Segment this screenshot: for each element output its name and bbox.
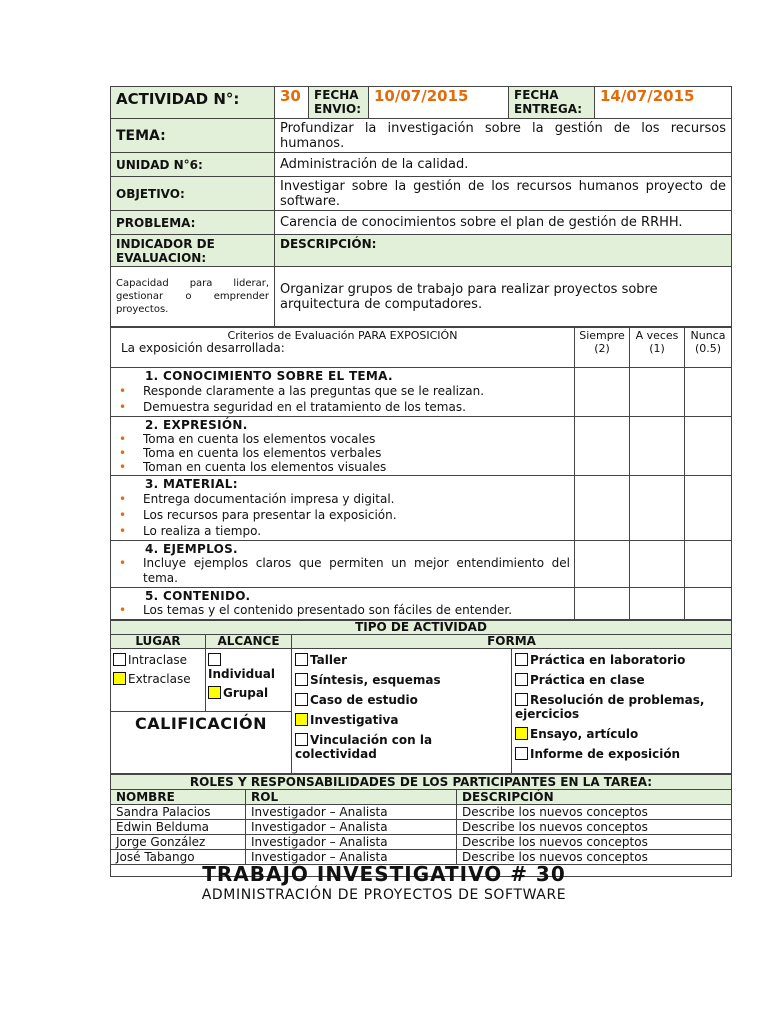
checkbox-checked-icon[interactable] (295, 713, 308, 726)
alcance-header: ALCANCE (206, 635, 292, 649)
criterion-item: • Toma en cuenta los elementos vocales (115, 432, 570, 446)
capacidad-text: Capacidad para liderar, gestionar o emprender proyectos. (111, 267, 275, 327)
tema-value: Profundizar la investigación sobre la gestión de los recursos humanos. (275, 119, 732, 153)
criterion-item: • Entrega documentación impresa y digital. (115, 491, 570, 507)
fecha-entrega-value: 14/07/2015 (595, 87, 732, 119)
lugar-header: LUGAR (111, 635, 206, 649)
cell-rol: Investigador – Analista (246, 850, 457, 865)
unidad-value: Administración de la calidad. (275, 153, 732, 177)
cell-descripcion: Describe los nuevos conceptos (457, 820, 732, 835)
fecha-envio-label: FECHA ENVIO: (309, 87, 369, 119)
cell-descripcion: Describe los nuevos conceptos (457, 805, 732, 820)
score-cell[interactable] (575, 368, 630, 417)
indicador-label: INDICADOR DE EVALUACION: (111, 235, 275, 267)
actividad-label: ACTIVIDAD N°: (111, 87, 275, 119)
group-title: 4. EJEMPLOS. (145, 542, 238, 556)
score-cell[interactable] (575, 588, 630, 620)
option-informe-exposicion[interactable]: Informe de exposición (515, 747, 728, 761)
score-cell[interactable] (630, 476, 685, 541)
tipo-title: TIPO DE ACTIVIDAD (111, 621, 732, 635)
option-practica-laboratorio[interactable]: Práctica en laboratorio (515, 653, 728, 667)
score-cell[interactable] (685, 541, 732, 588)
group-title: 2. EXPRESIÓN. (145, 418, 248, 432)
cell-descripcion: Describe los nuevos conceptos (457, 835, 732, 850)
option-sintesis[interactable]: Síntesis, esquemas (295, 673, 508, 687)
option-grupal[interactable]: Grupal (208, 686, 289, 700)
group-title: 5. CONTENIDO. (145, 589, 251, 603)
column-header-descripcion: DESCRIPCIÓN (457, 790, 732, 805)
score-cell[interactable] (630, 541, 685, 588)
score-cell[interactable] (685, 368, 732, 417)
actividad-number: 30 (275, 87, 309, 119)
checkbox-checked-icon[interactable] (515, 727, 528, 740)
score-cell[interactable] (630, 588, 685, 620)
column-header-nombre: NOMBRE (111, 790, 246, 805)
col-nunca: Nunca (0.5) (685, 328, 732, 368)
roles-title: ROLES Y RESPONSABILIDADES DE LOS PARTICIPANTES EN LA TAREA: (111, 775, 732, 790)
score-cell[interactable] (630, 417, 685, 476)
group-title: 1. CONOCIMIENTO SOBRE EL TEMA. (145, 369, 393, 383)
criterion-item: • Demuestra seguridad en el tratamiento de los temas. (115, 399, 570, 415)
checkbox-icon[interactable] (113, 653, 126, 666)
option-extraclase[interactable]: Extraclase (113, 672, 203, 686)
option-practica-clase[interactable]: Práctica en clase (515, 673, 728, 687)
cell-nombre: Edwin Belduma (111, 820, 246, 835)
option-vinculacion[interactable]: Vinculación con la colectividad (295, 733, 433, 761)
activity-form (110, 86, 731, 877)
checkbox-icon[interactable] (295, 653, 308, 666)
problema-value: Carencia de conocimientos sobre el plan de gestión de RRHH. (275, 211, 732, 235)
table-row (111, 835, 732, 850)
criterios-subtitle: La exposición desarrollada: (121, 341, 285, 355)
group-title: 3. MATERIAL: (145, 477, 238, 491)
cell-rol: Investigador – Analista (246, 805, 457, 820)
criterion-item: • Toma en cuenta los elementos verbales (115, 446, 570, 460)
problema-label: PROBLEMA: (111, 211, 275, 235)
option-intraclase[interactable]: Intraclase (113, 653, 203, 667)
option-individual[interactable]: Individual (208, 653, 289, 681)
score-cell[interactable] (575, 476, 630, 541)
criterion-item: • Los recursos para presentar la exposición. (115, 507, 570, 523)
score-cell[interactable] (685, 417, 732, 476)
checkbox-icon[interactable] (295, 693, 308, 706)
fecha-envio-value: 10/07/2015 (369, 87, 509, 119)
checkbox-checked-icon[interactable] (113, 672, 126, 685)
document-subtitle: ADMINISTRACIÓN DE PROYECTOS DE SOFTWARE (201, 887, 567, 903)
fecha-entrega-label: FECHA ENTREGA: (509, 87, 595, 119)
cell-rol: Investigador – Analista (246, 820, 457, 835)
criterion-item: • Incluye ejemplos claros que permiten un mejor entendimiento del tema. (115, 556, 570, 586)
forma-header: FORMA (292, 635, 732, 649)
criterion-item: • Los temas y el contenido presentado son fáciles de entender. (115, 603, 570, 618)
checkbox-icon[interactable] (295, 673, 308, 686)
option-ensayo[interactable]: Ensayo, artículo (515, 727, 728, 741)
score-cell[interactable] (630, 368, 685, 417)
document-title: TRABAJO INVESTIGATIVO # 30 (202, 862, 566, 886)
header-table (110, 86, 732, 327)
cell-nombre: Jorge González (111, 835, 246, 850)
cell-nombre: Sandra Palacios (111, 805, 246, 820)
option-caso-estudio[interactable]: Caso de estudio (295, 693, 508, 707)
criterion-item: • Responde claramente a las preguntas que se le realizan. (115, 383, 570, 399)
cell-nombre: José Tabango (111, 850, 246, 865)
criterios-table (110, 327, 732, 620)
cell-rol: Investigador – Analista (246, 835, 457, 850)
score-cell[interactable] (575, 541, 630, 588)
objetivo-value: Investigar sobre la gestión de los recursos humanos proyecto de software. (275, 177, 732, 211)
table-row (111, 805, 732, 820)
tema-label: TEMA: (111, 119, 275, 153)
checkbox-icon[interactable] (295, 733, 308, 746)
calificacion-label: CALIFICACIÓN (111, 712, 292, 774)
objetivo-label: OBJETIVO: (111, 177, 275, 211)
checkbox-checked-icon[interactable] (208, 686, 221, 699)
checkbox-icon[interactable] (515, 693, 528, 706)
tipo-actividad-table (110, 620, 732, 774)
score-cell[interactable] (575, 417, 630, 476)
score-cell[interactable] (685, 476, 732, 541)
checkbox-icon[interactable] (515, 673, 528, 686)
score-cell[interactable] (685, 588, 732, 620)
option-taller[interactable]: Taller (295, 653, 508, 667)
criterion-item: • Toman en cuenta los elementos visuales (115, 460, 570, 474)
col-siempre: Siempre (2) (575, 328, 630, 368)
descripcion-text: Organizar grupos de trabajo para realizar proyectos sobre arquitectura de computadores. (275, 267, 732, 327)
criterios-title: Criterios de Evaluación PARA EXPOSICIÓN (227, 329, 458, 342)
checkbox-icon[interactable] (515, 747, 528, 760)
criterion-item: • Lo realiza a tiempo. (115, 523, 570, 539)
option-investigativa[interactable]: Investigativa (295, 713, 508, 727)
checkbox-icon[interactable] (515, 653, 528, 666)
descripcion-label: DESCRIPCIÓN: (275, 235, 732, 267)
table-row (111, 820, 732, 835)
unidad-label: UNIDAD N°6: (111, 153, 275, 177)
col-aveces: A veces (1) (630, 328, 685, 368)
option-resolucion-problemas[interactable]: Resolución de problemas, ejercicios (515, 693, 705, 721)
checkbox-icon[interactable] (208, 653, 221, 666)
cell-descripcion: Describe los nuevos conceptos (457, 850, 732, 865)
column-header-rol: ROL (246, 790, 457, 805)
